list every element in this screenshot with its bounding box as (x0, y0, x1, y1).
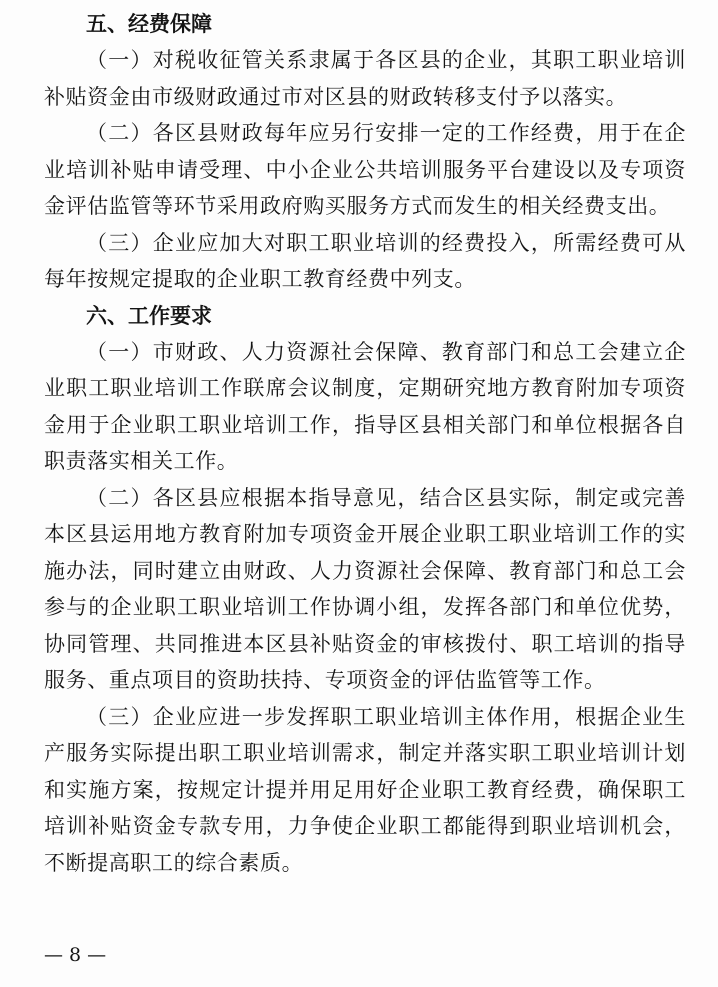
document-body (44, 6, 686, 881)
paragraph: （一）市财政、人力资源社会保障、教育部门和总工会建立企业职工职业培训工作联席会议制度，定期研究地方教育附加专项资金用于企业职工职业培训工作，指导区县相关部门和单位根据各自职责落实相关工作。 (44, 339, 686, 473)
section-funding (44, 6, 686, 298)
paragraph: （二）各区县财政每年应另行安排一定的工作经费，用于在企业培训补贴申请受理、中小企业公共培训服务平台建设以及专项资金评估监管等环节采用政府购买服务方式而发生的相关经费支出。 (44, 121, 686, 218)
page-number: — 8 — (44, 944, 107, 966)
paragraph: （二）各区县应根据本指导意见，结合区县实际，制定或完善本区县运用地方教育附加专项资金开展企业职工职业培训工作的实施办法，同时建立由财政、人力资源社会保障、教育部门和总工会参与的企业职工职业培训工作协调小组，发挥各部门和单位优势，协同管理、共同推进本区县补贴资金的审核拨付、职工培训的指导服务、重点项目的资助扶持、专项资金的评估监管等工作。 (44, 485, 686, 692)
paragraph: （三）企业应加大对职工职业培训的经费投入，所需经费可从每年按规定提取的企业职工教育经费中列支。 (44, 230, 686, 291)
paragraph: （三）企业应进一步发挥职工职业培训主体作用，根据企业生产服务实际提出职工职业培训需求，制定并落实职工职业培训计划和实施方案，按规定计提并用足用好企业职工教育经费，确保职工培训补贴资金专款专用，力争使企业职工都能得到职业培训机会，不断提高职工的综合素质。 (44, 704, 686, 875)
section-heading: 六、工作要求 (86, 303, 212, 328)
section-work-requirements (44, 298, 686, 882)
paragraph: （一）对税收征管关系隶属于各区县的企业，其职工职业培训补贴资金由市级财政通过市对区县的财政转移支付予以落实。 (44, 48, 686, 109)
section-heading: 五、经费保障 (86, 12, 212, 36)
